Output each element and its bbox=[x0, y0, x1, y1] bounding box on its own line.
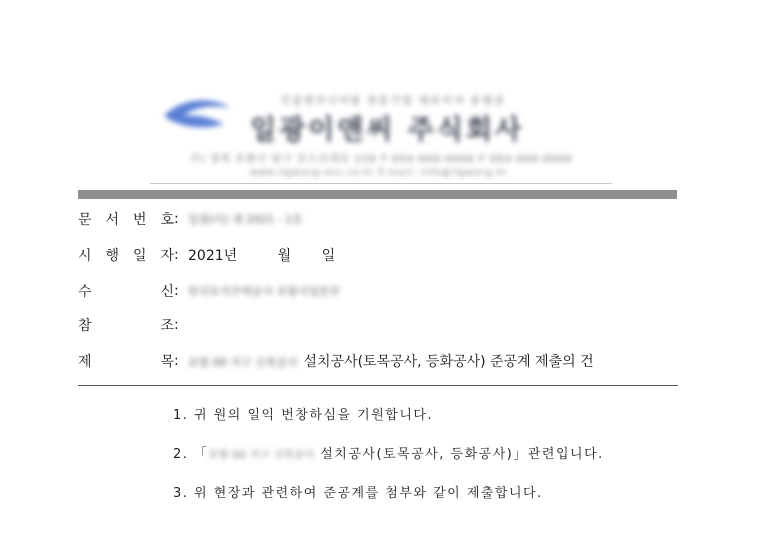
subject-row: 제 목 : 포항 00 지구 신축공사 설치공사(토목공사, 등화공사) 준공계 제출의 건 bbox=[78, 353, 594, 370]
subject-label: 제 목 bbox=[78, 354, 174, 370]
recipient-row: 수 신 : 한국토지주택공사 포항사업본부 bbox=[78, 283, 341, 300]
body-line-2: 2. 「포항 00 지구 신축공사 설치공사(토목공사, 등화공사)」관련입니다. bbox=[173, 447, 604, 462]
company-name: 일광이앤씨 주식회사 bbox=[250, 115, 525, 146]
body-line-2-redacted: 포항 00 지구 신축공사 bbox=[208, 450, 315, 461]
doc-number-value: 일광(이) 제 2021 - 1호 bbox=[188, 213, 303, 226]
date-label: 시 행 일 자 bbox=[78, 248, 174, 264]
date-row: 시 행 일 자 : 2021년 월 일 bbox=[78, 247, 336, 264]
company-contact: www.ilgwang-enc.co.kr E-mail: info@ilgwang.kr bbox=[250, 168, 509, 178]
recipient-value: 한국토지주택공사 포항사업본부 bbox=[188, 285, 341, 298]
doc-number-row: 문 서 번 호 : 일광(이) 제 2021 - 1호 bbox=[78, 211, 303, 228]
company-logo-icon bbox=[162, 94, 232, 134]
letterhead-top-text: 건설엔지니어링 전문기업 대표이사 송병삼 bbox=[280, 96, 506, 107]
letterhead-underline bbox=[150, 183, 612, 184]
date-year: 2021년 bbox=[188, 248, 238, 264]
header-divider bbox=[78, 190, 677, 199]
body-line-3: 3. 위 현장과 관련하여 준공계를 첨부와 같이 제출합니다. bbox=[173, 486, 543, 501]
date-month: 월 bbox=[277, 248, 292, 264]
letterhead bbox=[150, 78, 610, 186]
subject-redacted: 포항 00 지구 신축공사 bbox=[188, 356, 298, 369]
date-day: 일 bbox=[321, 248, 336, 264]
body-divider bbox=[78, 385, 678, 386]
reference-row: 참 조 : bbox=[78, 317, 179, 334]
recipient-label: 수 신 bbox=[78, 284, 174, 300]
subject-value: 설치공사(토목공사, 등화공사) 준공계 제출의 건 bbox=[303, 354, 594, 370]
doc-number-label: 문 서 번 호 bbox=[78, 212, 174, 228]
company-address: 주) 경북 포항시 남구 포스코대로 120 T 054-000-0000 F 054-000-0000 bbox=[190, 154, 573, 165]
reference-label: 참 조 bbox=[78, 318, 174, 334]
body-line-1: 1. 귀 원의 일익 번창하심을 기원합니다. bbox=[173, 408, 434, 423]
